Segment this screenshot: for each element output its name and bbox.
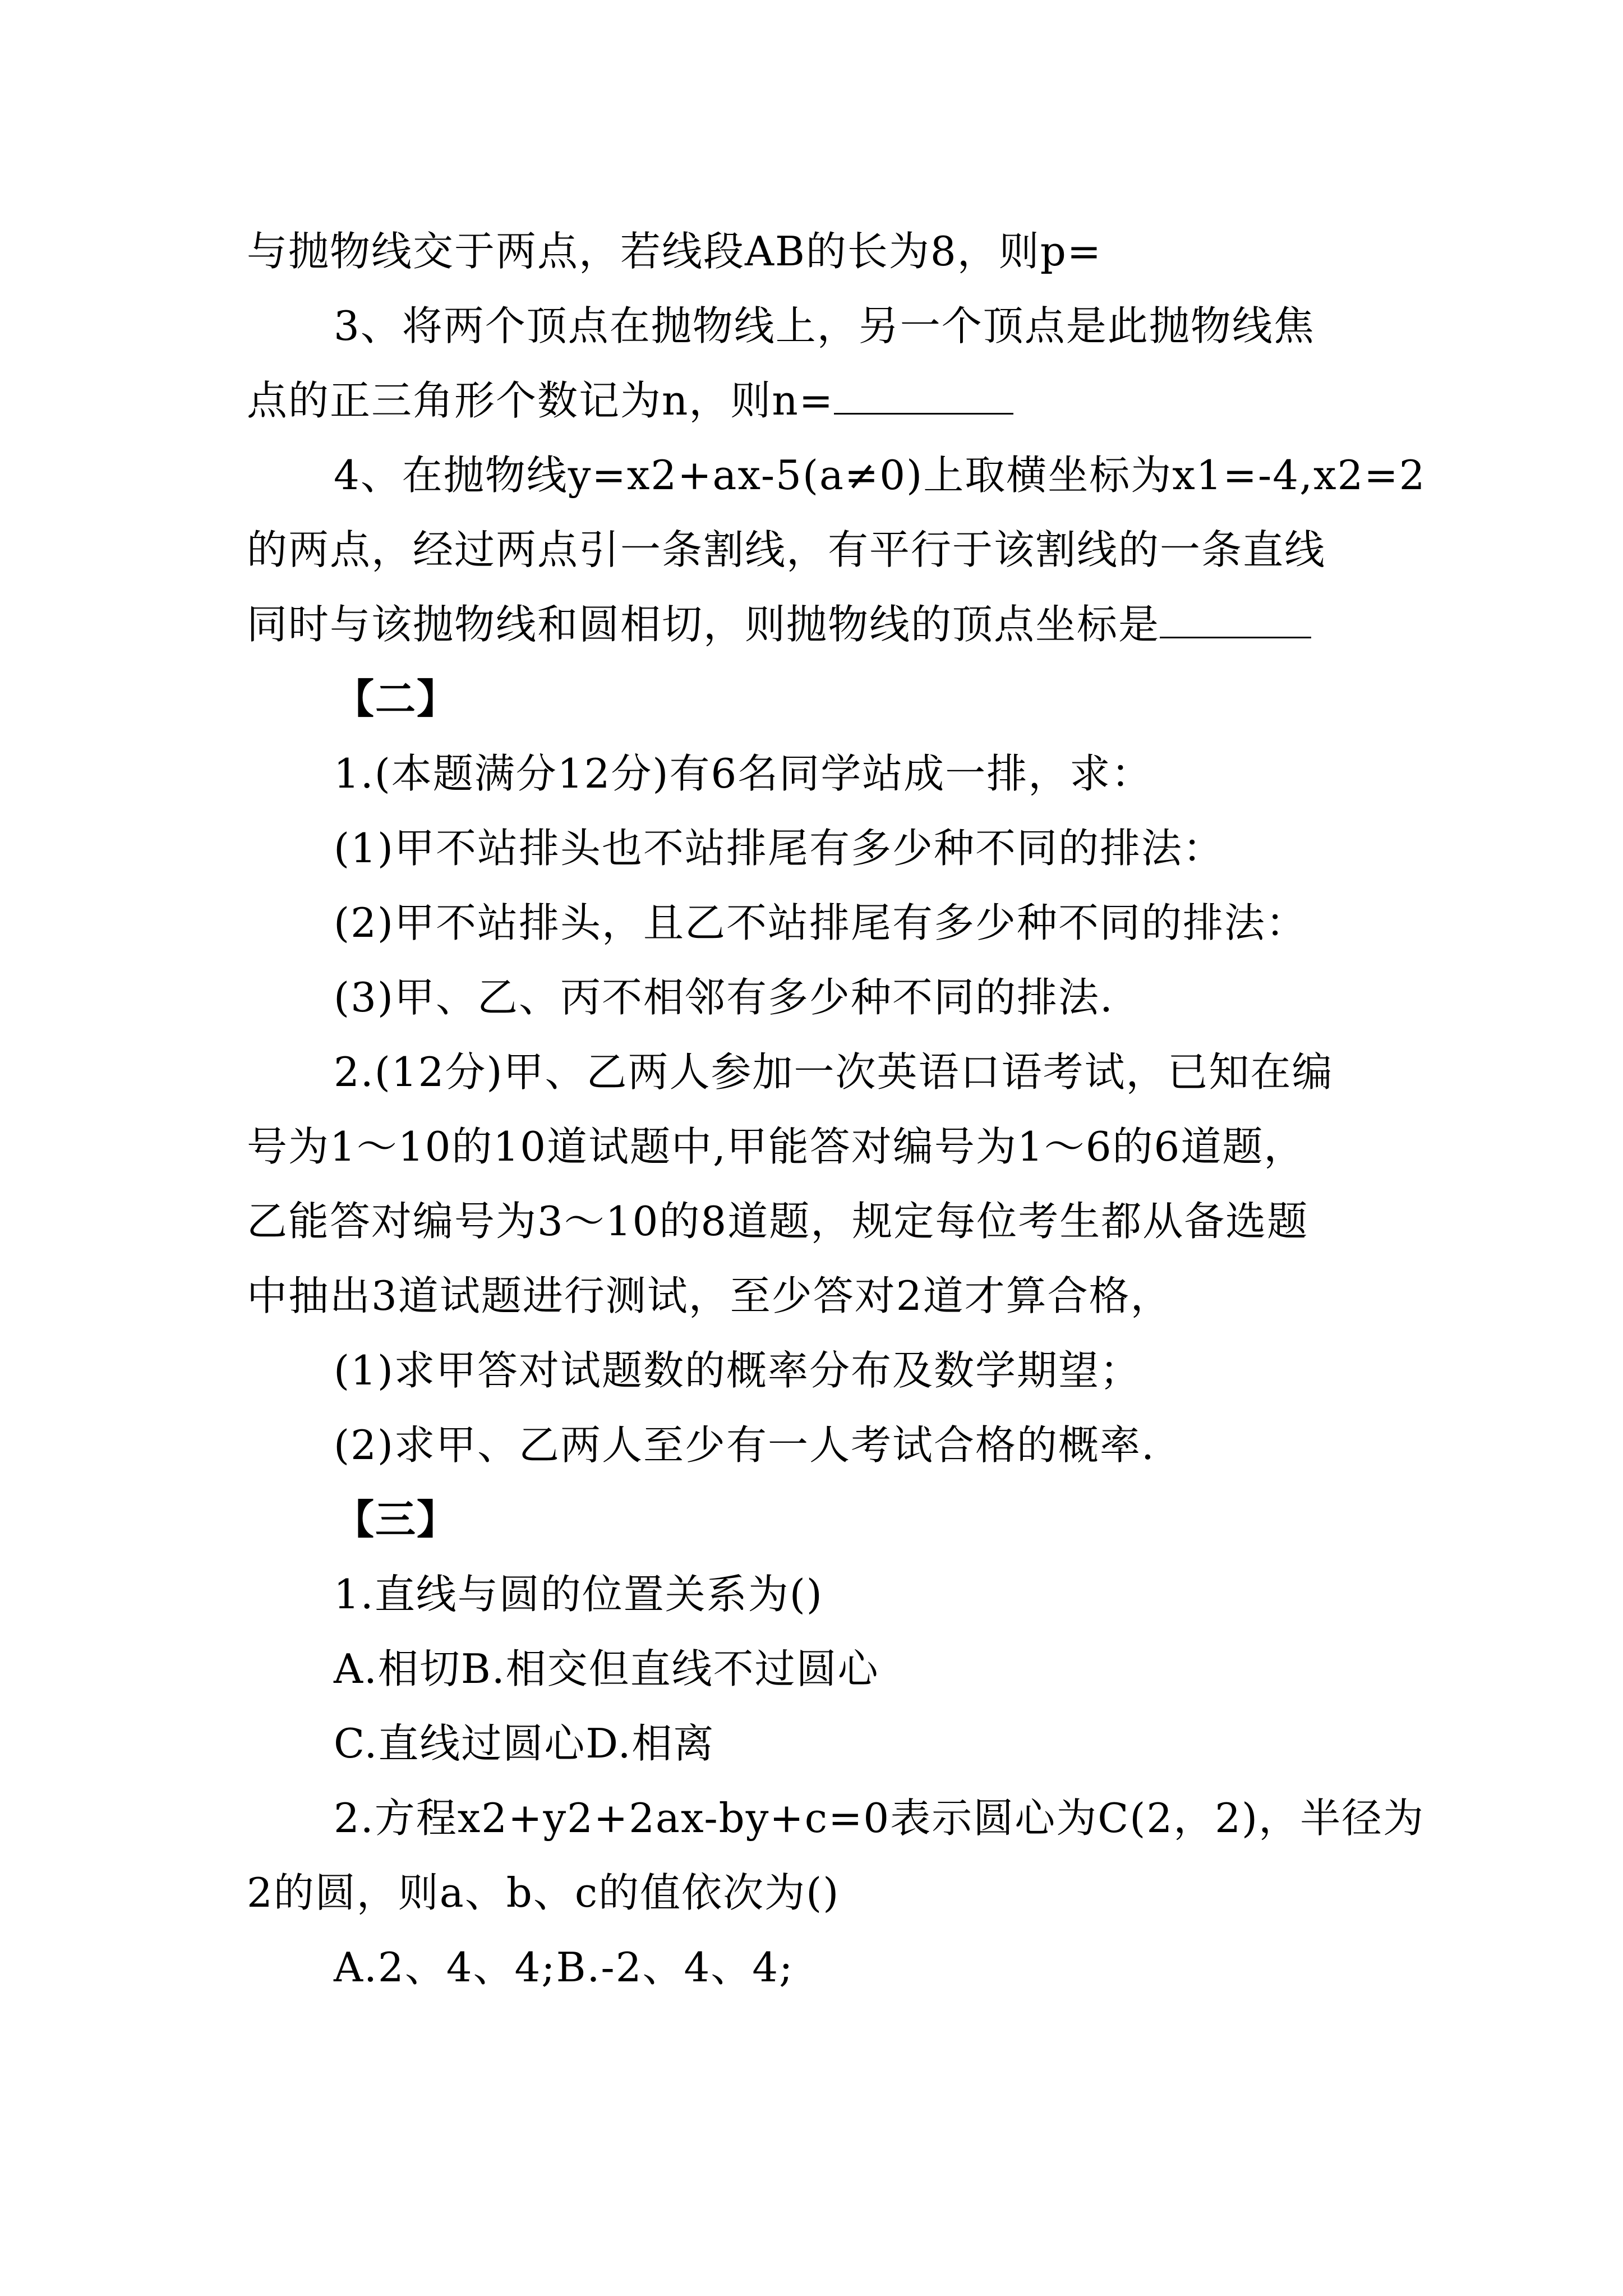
text-line: 1.直线与圆的位置关系为() [334,1571,823,1618]
text-line: 乙能答对编号为3～10的8道题，规定每位考生都从备选题 [247,1198,1309,1245]
text-line: 2.(12分)甲、乙两人参加一次英语口语考试，已知在编 [334,1048,1334,1096]
text-line [247,596,1311,652]
text-line-content: 点的正三角形个数记为n，则n= [247,377,834,424]
text-line: (2)甲不站排头，且乙不站排尾有多少种不同的排法： [334,899,1307,946]
text-line: 中抽出3道试题进行测试，至少答对2道才算合格， [247,1272,1172,1319]
text-line: 1.(本题满分12分)有6名同学站成一排，求： [334,750,1153,797]
text-line: C.直线过圆心D.相离 [334,1720,715,1767]
text-line: 的两点，经过两点引一条割线，有平行于该割线的一条直线 [247,526,1326,573]
section-heading: 【二】 [334,675,459,723]
text-line: A.相切B.相交但直线不过圆心 [334,1645,879,1692]
text-line: (1)求甲答对试题数的概率分布及数学期望； [334,1347,1141,1394]
text-line: (2)求甲、乙两人至少有一人考试合格的概率. [334,1421,1155,1469]
text-line [247,372,1013,429]
text-line: A.2、4、4;B.-2、4、4; [334,1944,794,1991]
section-heading: 【三】 [334,1496,459,1543]
text-line: (3)甲、乙、丙不相邻有多少种不同的排法. [334,974,1114,1021]
text-line: 2的圆，则a、b、c的值依次为() [247,1869,840,1916]
text-line: 2.方程x2+y2+2ax-by+c=0表示圆心为C(2，2)，半径为 [334,1795,1425,1842]
answer-blank[interactable] [1160,603,1311,638]
answer-blank[interactable] [834,379,1013,415]
text-line: 3、将两个顶点在抛物线上，另一个顶点是此抛物线焦 [334,302,1315,349]
text-line: (1)甲不站排头也不站排尾有多少种不同的排法： [334,825,1224,872]
text-line: 号为1～10的10道试题中,甲能答对编号为1～6的6道题， [247,1123,1306,1170]
text-line-content: 同时与该抛物线和圆相切，则抛物线的顶点坐标是 [247,601,1160,648]
text-line: 4、在抛物线y=x2+ax-5(a≠0)上取横坐标为x1=-4,x2=2 [334,452,1426,499]
text-line: 与抛物线交于两点，若线段AB的长为8，则p= [247,228,1103,275]
